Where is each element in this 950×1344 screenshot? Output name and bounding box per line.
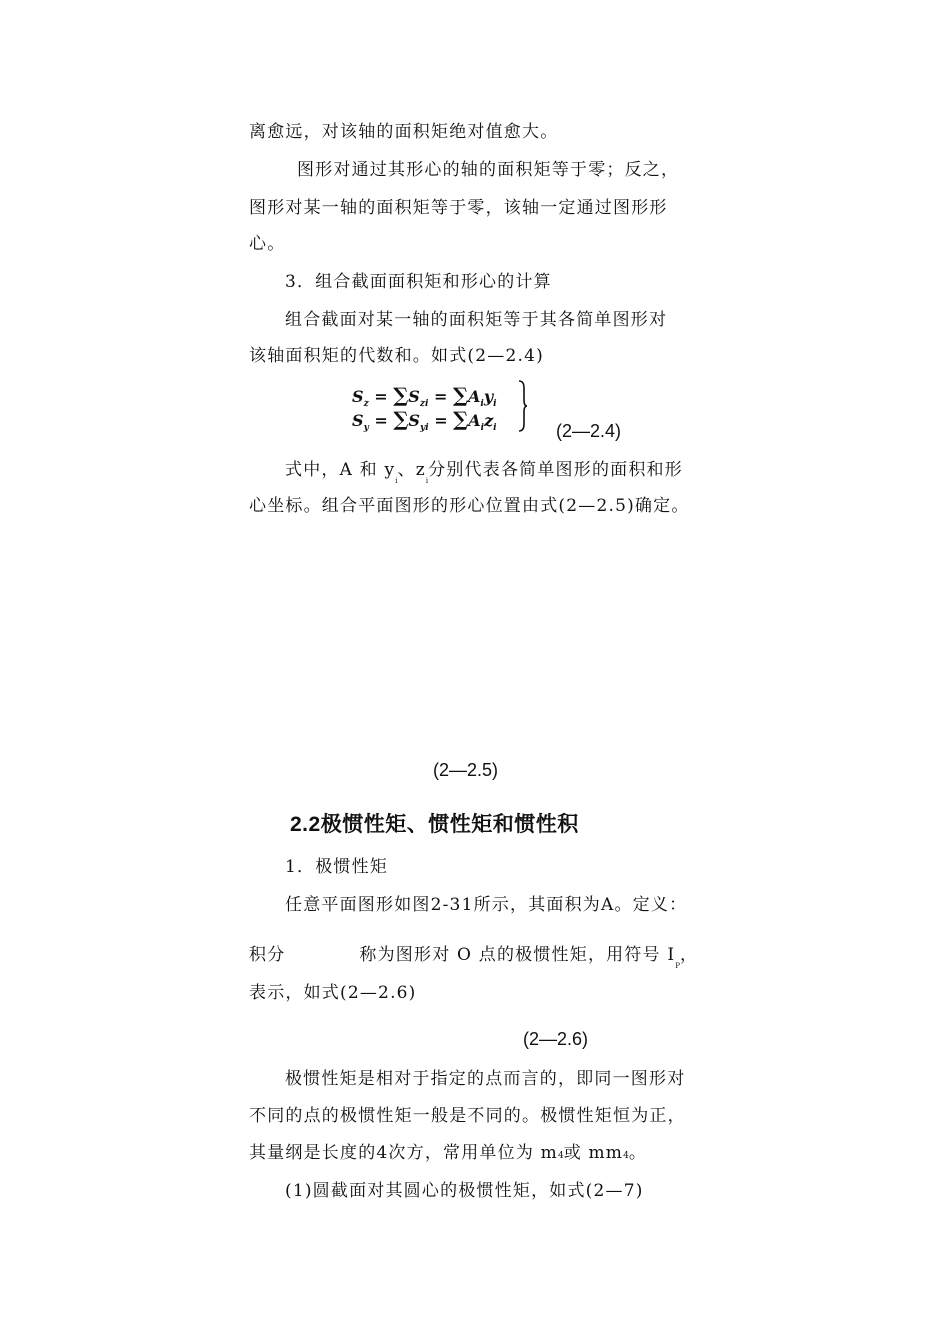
paragraph-line: 式中，A 和 $y_i$、$z_i$分别代表各简单图形的面积和形 — [285, 460, 683, 485]
list-item-heading: 1．极惯性矩 — [285, 857, 389, 877]
paragraph-line: 积分 称为图形对 O 点的极惯性矩，用符号 $I_P$， — [249, 945, 699, 970]
paragraph-line: 该轴面积矩的代数和。如式(2—2.4) — [249, 346, 544, 366]
equation-number: (2—2.4) — [556, 421, 622, 441]
paragraph-line: 组合截面对某一轴的面积矩等于其各简单图形对 — [285, 310, 668, 330]
paragraph-line: 表示，如式(2—2.6) — [249, 983, 417, 1003]
paragraph-line: 图形对某一轴的面积矩等于零，该轴一定通过图形形 — [249, 198, 668, 218]
paragraph-line: 心。 — [249, 234, 286, 254]
list-item-heading: 3．组合截面面积矩和形心的计算 — [285, 272, 552, 292]
equation-row-sy: $S_y = \sum S_{yi} = \sum A_iz_i$ — [352, 407, 497, 433]
equation-number: (2—2.6) — [523, 1029, 589, 1049]
paragraph-line: 不同的点的极惯性矩一般是不同的。极惯性矩恒为正， — [249, 1106, 686, 1126]
equation-2-4 — [352, 383, 497, 431]
paragraph-line: 离愈远，对该轴的面积矩绝对值愈大。 — [249, 122, 559, 142]
paragraph-line: 任意平面图形如图2-31所示，其面积为A。定义： — [285, 895, 688, 915]
right-brace — [518, 380, 528, 432]
equation-number: (2—2.5) — [433, 760, 499, 780]
paragraph-line: 其量纲是长度的4次方，常用单位为 m4或 mm4。 — [249, 1143, 648, 1163]
paragraph-line: 心坐标。组合平面图形的形心位置由式(2—2.5)确定。 — [249, 496, 690, 516]
equation-row-sz: $S_z = \sum S_{zi} = \sum A_iy_i$ — [352, 383, 497, 409]
paragraph-line: 图形对通过其形心的轴的面积矩等于零；反之， — [297, 160, 680, 180]
section-heading: 2.2极惯性矩、惯性矩和惯性积 — [290, 813, 579, 836]
paragraph-line: 极惯性矩是相对于指定的点而言的，即同一图形对 — [285, 1069, 686, 1089]
list-item-heading: (1)圆截面对其圆心的极惯性矩，如式(2—7) — [285, 1181, 644, 1201]
